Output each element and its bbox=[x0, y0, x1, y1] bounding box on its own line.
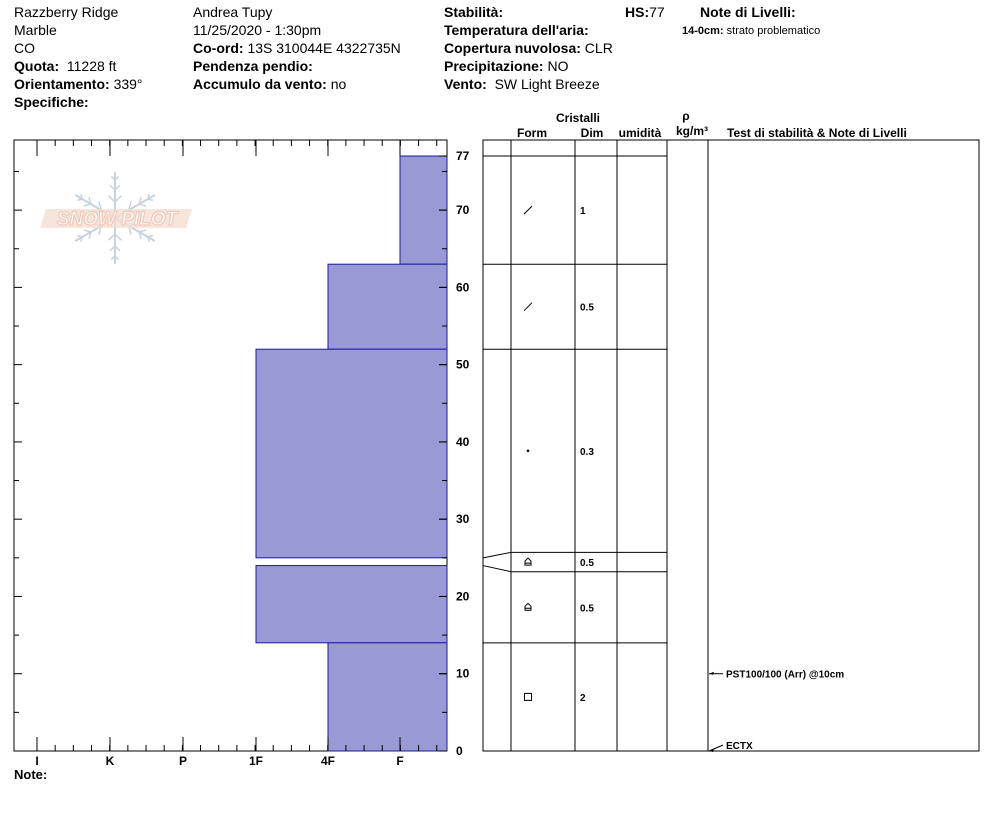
x-label-I: I bbox=[35, 754, 39, 768]
grain-size-2: 0.3 bbox=[580, 446, 594, 458]
elevation-value: 11228 ft bbox=[66, 58, 117, 74]
connector-25 bbox=[483, 552, 511, 557]
x-label-1F: 1F bbox=[248, 754, 264, 768]
col-tests: Test di stabilità & Note di Livelli bbox=[727, 126, 907, 140]
snowpilot-logo bbox=[40, 172, 192, 264]
y-label-20: 20 bbox=[456, 589, 470, 604]
y-label-50: 50 bbox=[456, 357, 470, 372]
coord-value: 13S 310044E 4322735N bbox=[247, 40, 401, 56]
wind-value: SW Light Breeze bbox=[494, 76, 600, 92]
grain-size-0: 1 bbox=[580, 206, 586, 218]
layer-notes-title-text: Note di Livelli: bbox=[700, 4, 796, 20]
col-crystals: Cristalli bbox=[555, 111, 601, 125]
wind-label: Vento: bbox=[444, 76, 487, 92]
range: Marble bbox=[14, 22, 57, 38]
state: CO bbox=[14, 40, 35, 56]
hardness-layer-1 bbox=[328, 264, 447, 349]
stability-tests bbox=[709, 670, 844, 752]
test-label-1: ECTX bbox=[726, 741, 753, 752]
y-label-60: 60 bbox=[456, 280, 470, 295]
y-label-40: 40 bbox=[456, 434, 470, 449]
flake-branch-2-1-0 bbox=[139, 230, 146, 232]
grain-symbol-5 bbox=[525, 693, 532, 700]
grain-size-4: 0.5 bbox=[580, 603, 594, 615]
precip-value: NO bbox=[547, 58, 569, 74]
grain-symbol-0 bbox=[524, 206, 532, 214]
cloud-label: Copertura nuvolosa: bbox=[444, 40, 581, 56]
col-moisture: umidità bbox=[618, 126, 662, 140]
col-density-symbol: ρ bbox=[682, 109, 690, 123]
air-temp-label: Temperatura dell'aria: bbox=[444, 22, 589, 38]
datetime: 11/25/2020 - 1:30pm bbox=[193, 22, 322, 38]
grain-symbol-3 bbox=[525, 558, 531, 565]
grain-table bbox=[483, 140, 708, 751]
layer-note-text: strato problematico bbox=[726, 25, 821, 37]
flake-branch-2-2-0 bbox=[148, 236, 153, 237]
hs-value: 77 bbox=[649, 4, 665, 20]
col-size: Dim bbox=[580, 126, 604, 140]
slope-label: Pendenza pendio: bbox=[193, 58, 313, 74]
x-label-F: F bbox=[396, 754, 404, 768]
observer: Andrea Tupy bbox=[193, 4, 273, 20]
layer-note-range: 14-0cm: bbox=[682, 25, 724, 37]
flake-branch-1-2-1 bbox=[148, 199, 153, 200]
y-label-77: 77 bbox=[456, 149, 470, 164]
hardness-layer-2 bbox=[256, 349, 447, 558]
wind-loading-label: Accumulo da vento: bbox=[193, 76, 327, 92]
aspect-value: 339° bbox=[113, 76, 143, 92]
aspect-label: Orientamento: bbox=[14, 76, 110, 92]
grain-symbol-1 bbox=[524, 303, 532, 311]
test-arrow-line-1 bbox=[709, 745, 723, 751]
y-label-30: 30 bbox=[456, 512, 470, 527]
hs-label: HS: bbox=[625, 4, 650, 20]
x-label-K: K bbox=[105, 754, 115, 768]
y-label-0: 0 bbox=[456, 744, 463, 758]
elevation-label: Quota: bbox=[14, 58, 60, 74]
grain-symbol-4 bbox=[525, 603, 531, 610]
hardness-layer-5 bbox=[328, 643, 447, 751]
x-label-4F: 4F bbox=[320, 754, 336, 768]
col-density-unit: kg/m³ bbox=[675, 124, 709, 138]
y-label-10: 10 bbox=[456, 666, 470, 681]
hardness-layer-4 bbox=[256, 566, 447, 643]
grain-size-1: 0.5 bbox=[580, 302, 594, 314]
grain-symbol-2 bbox=[527, 450, 530, 453]
grain-frame bbox=[483, 140, 708, 751]
hardness-bars bbox=[256, 156, 447, 751]
precip-label: Precipitazione: bbox=[444, 58, 544, 74]
wind-loading-value: no bbox=[330, 76, 347, 92]
flake-branch-4-1-1 bbox=[84, 230, 91, 232]
location: Razzberry Ridge bbox=[14, 4, 119, 20]
col-form: Form bbox=[517, 126, 547, 140]
y-label-70: 70 bbox=[456, 203, 470, 218]
test-label-0: PST100/100 (Arr) @10cm bbox=[726, 669, 845, 681]
grain-size-3: 0.5 bbox=[580, 558, 594, 570]
cloud-value: CLR bbox=[584, 40, 613, 56]
stability-label: Stabilità: bbox=[444, 4, 504, 20]
coord-label: Co-ord: bbox=[193, 40, 244, 56]
grain-size-5: 2 bbox=[580, 692, 586, 704]
flake-branch-5-2-0 bbox=[77, 199, 82, 200]
flake-branch-4-2-1 bbox=[77, 236, 82, 237]
connector-24 bbox=[483, 566, 511, 572]
specifics-label: Specifiche: bbox=[14, 94, 89, 110]
flake-branch-5-1-0 bbox=[84, 204, 91, 206]
x-label-P: P bbox=[178, 754, 188, 768]
logo-text: SNOW PILOT bbox=[56, 209, 178, 230]
note-label: Note: bbox=[14, 767, 48, 782]
tests-frame bbox=[708, 140, 979, 751]
flake-branch-1-1-1 bbox=[139, 204, 146, 206]
